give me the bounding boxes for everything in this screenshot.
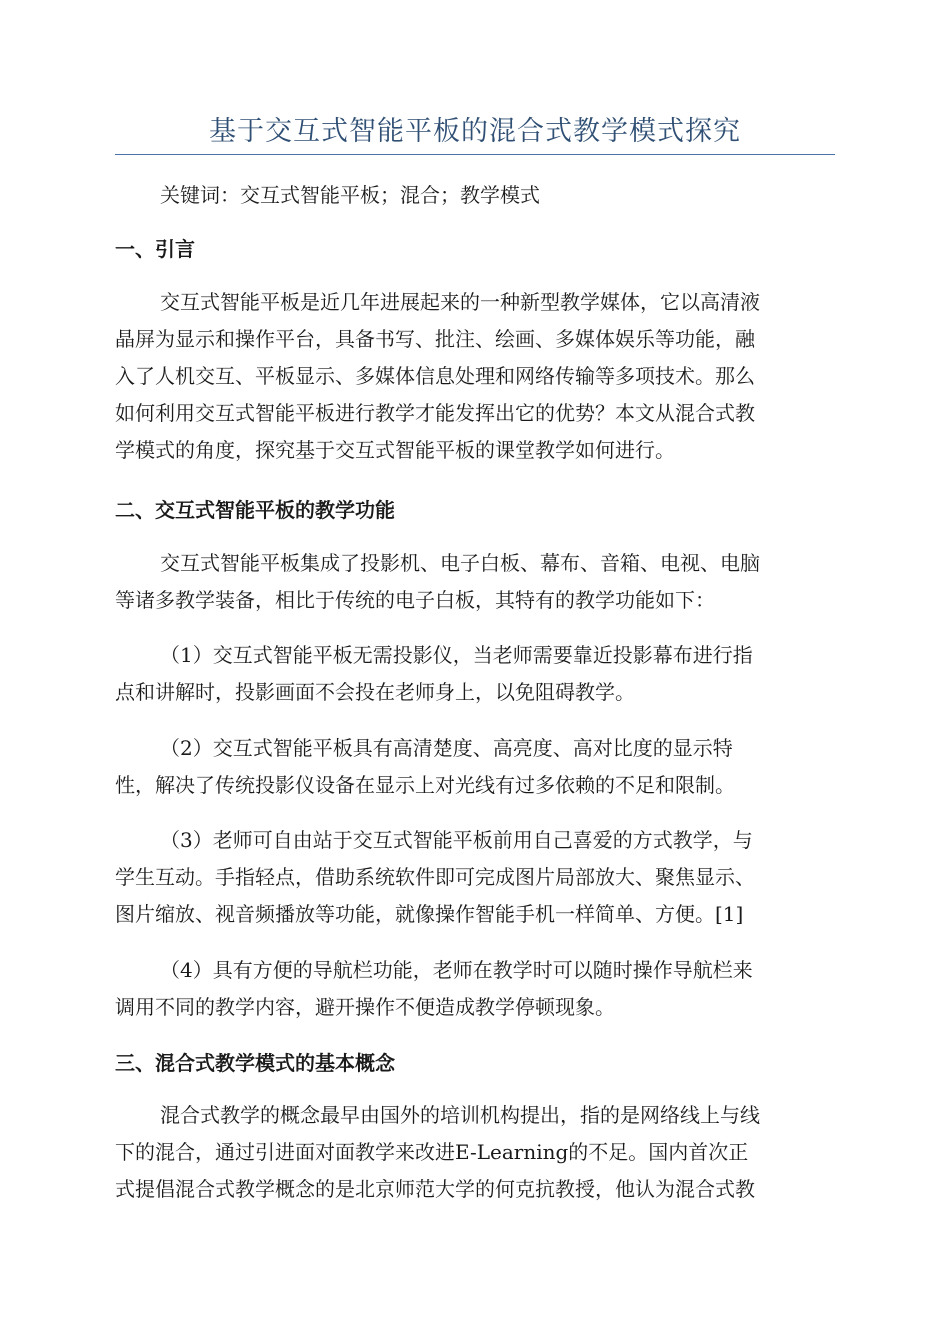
paragraph-line: （1）交互式智能平板无需投影仪，当老师需要靠近投影幕布进行指 bbox=[160, 643, 753, 667]
paragraph-line: 下的混合，通过引进面对面教学来改进E-Learning的不足。国内首次正 bbox=[115, 1140, 749, 1164]
paragraph-line: 式提倡混合式教学概念的是北京师范大学的何克抗教授，他认为混合式教 bbox=[115, 1177, 755, 1201]
section-heading-teaching-functions: 二、交互式智能平板的教学功能 bbox=[115, 498, 395, 522]
paragraph-line: 晶屏为显示和操作平台，具备书写、批注、绘画、多媒体娱乐等功能，融 bbox=[115, 327, 755, 351]
paragraph-line: 学模式的角度，探究基于交互式智能平板的课堂教学如何进行。 bbox=[115, 438, 675, 462]
paragraph-line: 学生互动。手指轻点，借助系统软件即可完成图片局部放大、聚焦显示、 bbox=[115, 865, 755, 889]
paragraph-line: 如何利用交互式智能平板进行教学才能发挥出它的优势？本文从混合式教 bbox=[115, 401, 755, 425]
paragraph-blended-concept bbox=[115, 1097, 835, 1208]
paragraph-line: 交互式智能平板集成了投影机、电子白板、幕布、音箱、电视、电脑 bbox=[160, 551, 760, 575]
paragraph-introduction bbox=[115, 284, 835, 469]
paragraph-line: 图片缩放、视音频播放等功能，就像操作智能手机一样简单、方便。[1] bbox=[115, 902, 744, 926]
paragraph-function-3 bbox=[115, 822, 835, 933]
paragraph-line: 性，解决了传统投影仪设备在显示上对光线有过多依赖的不足和限制。 bbox=[115, 773, 735, 797]
paragraph-line: （4）具有方便的导航栏功能，老师在教学时可以随时操作导航栏来 bbox=[160, 958, 753, 982]
paragraph-function-1 bbox=[115, 637, 835, 711]
paragraph-line: 混合式教学的概念最早由国外的培训机构提出，指的是网络线上与线 bbox=[160, 1103, 760, 1127]
paragraph-line: （2）交互式智能平板具有高清楚度、高亮度、高对比度的显示特 bbox=[160, 736, 733, 760]
paragraph-function-2 bbox=[115, 730, 835, 804]
paragraph-line: （3）老师可自由站于交互式智能平板前用自己喜爱的方式教学，与 bbox=[160, 828, 753, 852]
keywords-line: 关键词：交互式智能平板；混合；教学模式 bbox=[160, 183, 540, 207]
paragraph-function-4 bbox=[115, 952, 835, 1026]
section-heading-blended-concept: 三、混合式教学模式的基本概念 bbox=[115, 1051, 395, 1075]
document-title: 基于交互式智能平板的混合式教学模式探究 bbox=[209, 116, 741, 147]
paragraph-line: 交互式智能平板是近几年进展起来的一种新型教学媒体，它以高清液 bbox=[160, 290, 760, 314]
paragraph-line: 入了人机交互、平板显示、多媒体信息处理和网络传输等多项技术。那么 bbox=[115, 364, 755, 388]
paragraph-line: 等诸多教学装备，相比于传统的电子白板，其特有的教学功能如下： bbox=[115, 588, 715, 612]
section-heading-introduction: 一、引言 bbox=[115, 237, 195, 261]
paragraph-functions-intro bbox=[115, 545, 835, 619]
title-underline bbox=[115, 154, 835, 155]
paragraph-line: 调用不同的教学内容，避开操作不便造成教学停顿现象。 bbox=[115, 995, 615, 1019]
paragraph-line: 点和讲解时，投影画面不会投在老师身上，以免阻碍教学。 bbox=[115, 680, 635, 704]
